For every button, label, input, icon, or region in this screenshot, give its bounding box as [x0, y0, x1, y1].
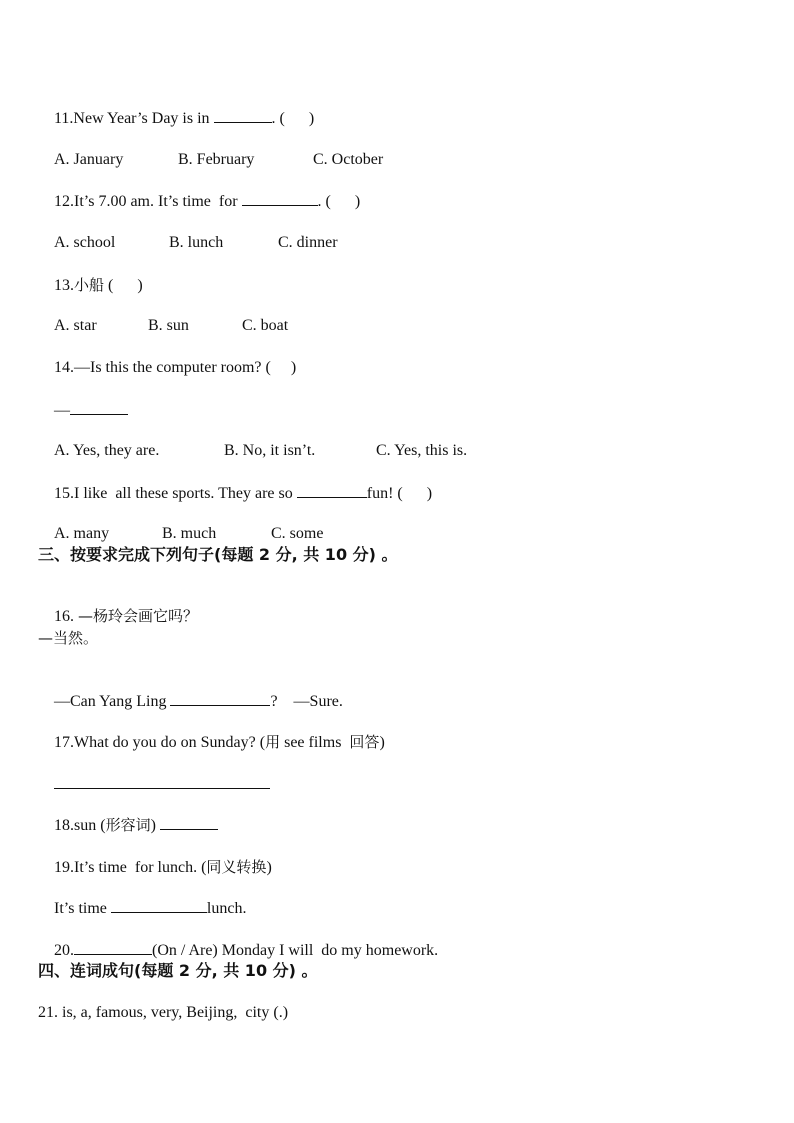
question-19: 19.It’s time for lunch. (同义转换) — [54, 858, 272, 876]
option-c[interactable]: C. dinner — [278, 234, 338, 251]
question-16-english: —Can Yang Ling ? —Sure. — [54, 693, 343, 710]
question-17: 17.What do you do on Sunday? (用 see films 回答) — [54, 733, 385, 751]
section-3-heading: 三、按要求完成下列句子(每题 2 分, 共 10 分) 。 — [38, 545, 398, 564]
option-a[interactable]: A. school — [54, 234, 116, 251]
question-11: 11.New Year’s Day is in . ( ) — [54, 110, 315, 127]
option-b[interactable]: B. lunch — [169, 234, 224, 251]
option-c[interactable]: C. Yes, this is. — [376, 442, 468, 459]
question-16: 16. —杨玲会画它吗？ — [54, 607, 199, 625]
question-12: 12.It’s 7.00 am. It’s time for . ( ) — [54, 193, 361, 210]
answer-blank[interactable] — [170, 691, 270, 706]
option-b[interactable]: B. No, it isn’t. — [224, 442, 316, 459]
option-a[interactable]: A. January — [54, 151, 124, 168]
answer-blank[interactable] — [111, 898, 207, 913]
question-stem: 12.It’s 7.00 am. It’s time for — [54, 193, 242, 210]
option-c[interactable]: C. October — [313, 151, 384, 168]
question-14-answer-line: — — [38, 380, 128, 441]
question-19-rewrite: It’s time lunch. — [54, 900, 247, 917]
section-4-heading: 四、连词成句(每题 2 分, 共 10 分) 。 — [38, 961, 318, 980]
option-b[interactable]: B. sun — [148, 317, 189, 334]
chinese-word: 小船 — [74, 276, 105, 294]
option-a[interactable]: A. many — [54, 525, 110, 542]
question-stem: 14.—Is this the computer room? ( ) — [54, 359, 297, 376]
question-18: 18.sun (形容词) — [38, 795, 218, 856]
question-20: 20. (On / Are) Monday I will do my homework. — [54, 942, 439, 959]
option-c[interactable]: C. boat — [242, 317, 289, 334]
answer-blank[interactable] — [70, 400, 128, 415]
question-15: 15.I like all these sports. They are so fun! ( ) — [54, 485, 433, 502]
question-stem: 15.I like all these sports. They are so — [54, 485, 297, 502]
option-b[interactable]: B. February — [178, 151, 255, 168]
question-stem: 11.New Year’s Day is in — [54, 110, 214, 127]
option-b[interactable]: B. much — [162, 525, 217, 542]
answer-blank[interactable] — [54, 774, 270, 789]
option-a[interactable]: A. star — [54, 317, 97, 334]
answer-blank[interactable] — [74, 940, 152, 955]
option-a[interactable]: A. Yes, they are. — [54, 442, 160, 459]
answer-blank[interactable] — [160, 815, 218, 830]
question-13: 13.小船 ( ) — [54, 276, 143, 294]
question-21: 21. is, a, famous, very, Beijing, city (.) — [38, 1004, 289, 1021]
answer-blank[interactable] — [297, 483, 367, 498]
chinese-prompt: —杨玲会画它吗？ — [78, 607, 199, 625]
answer-blank[interactable] — [242, 191, 318, 206]
question-16-reply: —当然。 — [38, 629, 99, 647]
answer-blank[interactable] — [214, 108, 272, 123]
option-c[interactable]: C. some — [271, 525, 324, 542]
